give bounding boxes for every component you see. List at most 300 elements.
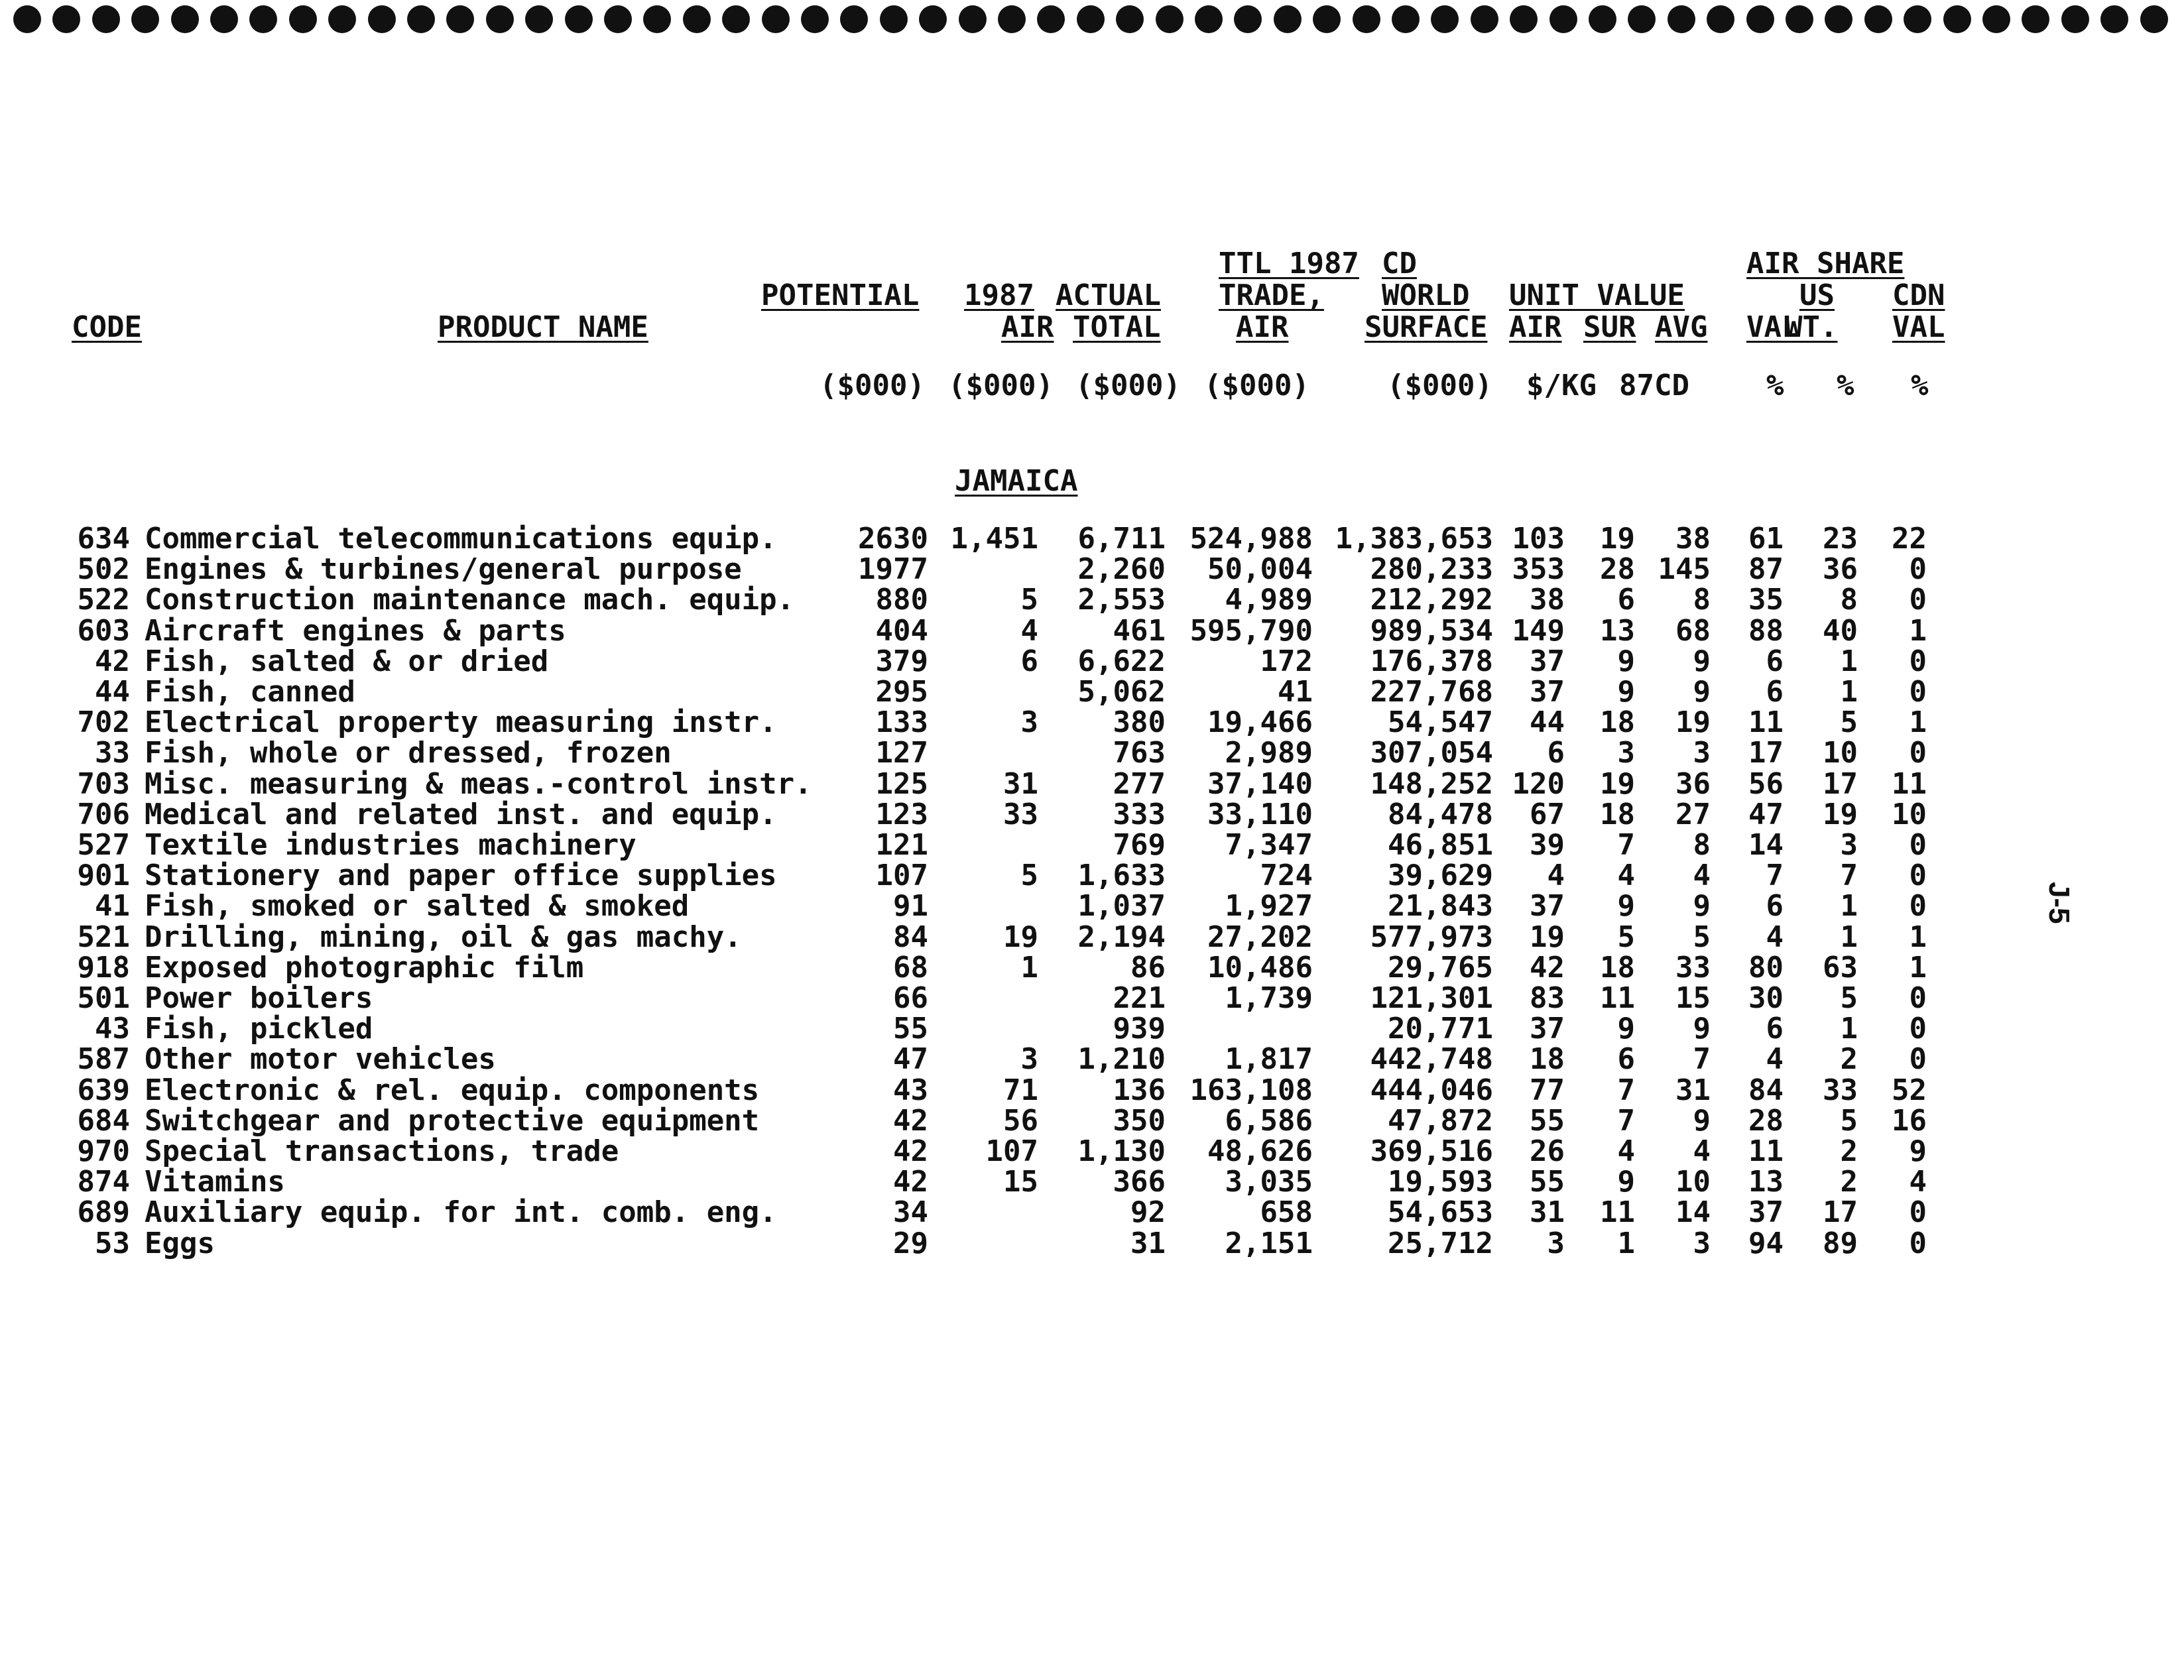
cell-code: 44 — [95, 675, 130, 709]
cell-total: 92 — [1130, 1195, 1166, 1230]
cell-name: Commercial telecommunications equip. — [145, 522, 777, 556]
table-row — [0, 1014, 2184, 1044]
cell-uv-avg: 9 — [1693, 889, 1711, 924]
cell-surface: 442,748 — [1370, 1042, 1493, 1077]
cell-name: Drilling, mining, oil & gas machy. — [145, 920, 742, 954]
cell-potential: 43 — [893, 1073, 928, 1107]
feed-hole — [2061, 5, 2089, 33]
feed-hole — [249, 5, 277, 33]
feed-hole — [1392, 5, 1420, 33]
cell-surface: 989,534 — [1370, 613, 1493, 648]
table-row — [0, 554, 2184, 585]
cell-uv-air: 149 — [1512, 613, 1565, 648]
cell-potential: 91 — [893, 889, 928, 924]
cell-name: Construction maintenance mach. equip. — [145, 583, 795, 617]
table-row — [0, 1226, 2184, 1260]
cell-trade-air: 41 — [1278, 675, 1313, 709]
unit-87cd: 87CD — [1619, 369, 1689, 402]
cell-potential: 123 — [875, 797, 928, 831]
feed-hole — [1471, 5, 1498, 33]
header-ttl-1987: TTL 1987 — [1219, 247, 1359, 280]
cell-trade-air: 48,626 — [1207, 1134, 1313, 1168]
feed-hole — [919, 5, 947, 33]
cell-uv-air: 37 — [1530, 675, 1565, 709]
cell-val: 11 — [1748, 705, 1784, 740]
cell-surface: 39,629 — [1388, 859, 1493, 893]
cell-total: 136 — [1113, 1073, 1166, 1107]
cell-trade-air: 4,989 — [1225, 583, 1313, 617]
feed-hole — [1628, 5, 1656, 33]
cell-uv-sur: 7 — [1617, 828, 1635, 862]
cell-val: 6 — [1766, 1012, 1784, 1046]
cell-total: 350 — [1113, 1103, 1166, 1138]
cell-uv-avg: 9 — [1693, 675, 1711, 709]
cell-wt: 40 — [1823, 613, 1858, 648]
feed-hole — [1904, 5, 1931, 33]
cell-potential: 34 — [893, 1195, 928, 1230]
cell-wt: 8 — [1840, 583, 1858, 617]
cell-name: Fish, smoked or salted & smoked — [145, 889, 690, 924]
cell-code: 33 — [95, 736, 130, 770]
header-trade: TRADE, — [1219, 278, 1324, 312]
cell-val: 6 — [1766, 889, 1784, 924]
cell-cdn: 11 — [1892, 766, 1927, 801]
table-row — [0, 797, 2184, 831]
cell-wt: 33 — [1823, 1073, 1858, 1107]
tractor-feed-holes — [0, 5, 2184, 41]
cell-uv-avg: 8 — [1693, 828, 1711, 862]
header-actual: ACTUAL — [1056, 278, 1161, 312]
cell-potential: 29 — [893, 1226, 928, 1260]
cell-uv-air: 31 — [1530, 1195, 1565, 1230]
header-product-name: PRODUCT NAME — [438, 310, 648, 344]
header-surface: SURFACE — [1365, 310, 1488, 344]
cell-uv-air: 55 — [1530, 1165, 1565, 1199]
cell-code: 689 — [77, 1195, 130, 1230]
cell-uv-sur: 3 — [1617, 736, 1635, 770]
cell-air: 107 — [985, 1134, 1038, 1168]
header-trade-air: AIR — [1236, 310, 1289, 344]
cell-code: 703 — [77, 766, 130, 801]
cell-potential: 47 — [893, 1042, 928, 1077]
cell-total: 366 — [1113, 1165, 1166, 1199]
cell-cdn: 4 — [1909, 1165, 1927, 1199]
cell-air: 15 — [1003, 1165, 1038, 1199]
cell-val: 56 — [1748, 766, 1784, 801]
unit-share-wt: % — [1837, 369, 1854, 402]
cell-wt: 1 — [1840, 889, 1858, 924]
cell-uv-air: 4 — [1547, 859, 1565, 893]
cell-trade-air: 724 — [1260, 859, 1313, 893]
feed-hole — [1549, 5, 1577, 33]
cell-name: Aircraft engines & parts — [145, 613, 566, 648]
cell-code: 522 — [77, 583, 130, 617]
unit-total: ($000) — [1075, 369, 1181, 402]
cell-surface: 577,973 — [1370, 920, 1493, 954]
cell-name: Fish, canned — [145, 675, 355, 709]
unit-share-cdn: % — [1911, 369, 1929, 402]
cell-air: 5 — [1020, 859, 1038, 893]
cell-surface: 307,054 — [1370, 736, 1493, 770]
header-uv-sur: SUR — [1583, 310, 1636, 344]
cell-uv-avg: 3 — [1693, 1226, 1711, 1260]
cell-wt: 23 — [1823, 522, 1858, 556]
cell-name: Vitamins — [145, 1165, 285, 1199]
cell-trade-air: 2,989 — [1225, 736, 1313, 770]
cell-val: 30 — [1748, 981, 1784, 1015]
cell-name: Misc. measuring & meas.-control instr. — [145, 766, 812, 801]
cell-surface: 21,843 — [1388, 889, 1493, 924]
cell-val: 84 — [1748, 1073, 1784, 1107]
cell-uv-avg: 10 — [1675, 1165, 1711, 1199]
feed-hole — [52, 5, 80, 33]
cell-uv-air: 37 — [1530, 644, 1565, 678]
cell-val: 61 — [1748, 522, 1784, 556]
cell-code: 702 — [77, 705, 130, 740]
cell-val: 4 — [1766, 1042, 1784, 1077]
table-row — [0, 922, 2184, 953]
feed-hole — [801, 5, 829, 33]
cell-total: 2,553 — [1077, 583, 1166, 617]
unit-share-val: % — [1766, 369, 1784, 402]
cell-uv-sur: 28 — [1600, 552, 1635, 587]
cell-uv-air: 67 — [1530, 797, 1565, 831]
cell-cdn: 22 — [1892, 522, 1927, 556]
cell-uv-air: 83 — [1530, 981, 1565, 1015]
cell-surface: 54,547 — [1388, 705, 1493, 740]
table-row — [0, 646, 2184, 677]
cell-potential: 1977 — [858, 552, 928, 587]
table-row — [0, 524, 2184, 554]
feed-hole — [171, 5, 199, 33]
cell-trade-air: 1,927 — [1225, 889, 1313, 924]
cell-code: 874 — [77, 1165, 130, 1199]
cell-total: 6,622 — [1077, 644, 1166, 678]
cell-uv-sur: 18 — [1600, 797, 1635, 831]
cell-uv-avg: 19 — [1675, 705, 1711, 740]
cell-wt: 1 — [1840, 644, 1858, 678]
feed-hole — [604, 5, 632, 33]
header-share-val: VAL — [1746, 310, 1799, 344]
cell-surface: 444,046 — [1370, 1073, 1493, 1107]
cell-air: 4 — [1020, 613, 1038, 648]
cell-name: Fish, salted & or dried — [145, 644, 549, 678]
cell-cdn: 0 — [1909, 583, 1927, 617]
feed-hole — [840, 5, 868, 33]
cell-trade-air: 2,151 — [1225, 1226, 1313, 1260]
header-uv-avg: AVG — [1655, 310, 1708, 344]
header-cd: CD — [1382, 247, 1417, 280]
feed-hole — [2140, 5, 2168, 33]
cell-potential: 133 — [875, 705, 928, 740]
table-row — [0, 950, 2184, 985]
cell-trade-air: 19,466 — [1207, 705, 1313, 740]
header-share-us: US — [1799, 278, 1835, 312]
cell-val: 88 — [1748, 613, 1784, 648]
cell-air: 56 — [1003, 1103, 1038, 1138]
feed-hole — [683, 5, 711, 33]
cell-surface: 47,872 — [1388, 1103, 1493, 1138]
cell-name: Electrical property measuring instr. — [145, 705, 777, 740]
cell-uv-sur: 7 — [1617, 1073, 1635, 1107]
feed-hole — [407, 5, 435, 33]
cell-cdn: 0 — [1909, 828, 1927, 862]
cell-val: 94 — [1748, 1226, 1784, 1260]
cell-total: 2,194 — [1077, 920, 1166, 954]
cell-cdn: 0 — [1909, 981, 1927, 1015]
table-row — [0, 983, 2184, 1014]
feed-hole — [1116, 5, 1144, 33]
cell-wt: 1 — [1840, 1012, 1858, 1046]
feed-hole — [1668, 5, 1695, 33]
cell-surface: 19,593 — [1388, 1165, 1493, 1199]
cell-uv-air: 44 — [1530, 705, 1565, 740]
feed-hole — [1077, 5, 1105, 33]
cell-code: 521 — [77, 920, 130, 954]
cell-trade-air: 6,586 — [1225, 1103, 1313, 1138]
cell-total: 1,210 — [1077, 1042, 1166, 1077]
cell-val: 17 — [1748, 736, 1784, 770]
cell-wt: 63 — [1823, 950, 1858, 985]
cell-trade-air: 163,108 — [1189, 1073, 1313, 1107]
cell-val: 7 — [1766, 859, 1784, 893]
cell-surface: 280,233 — [1370, 552, 1493, 587]
cell-uv-sur: 11 — [1600, 1195, 1635, 1230]
cell-cdn: 1 — [1909, 705, 1927, 740]
cell-cdn: 0 — [1909, 1226, 1927, 1260]
header-total: TOTAL — [1073, 310, 1161, 344]
cell-name: Electronic & rel. equip. components — [145, 1073, 760, 1107]
cell-potential: 42 — [893, 1134, 928, 1168]
cell-uv-avg: 145 — [1658, 552, 1711, 587]
cell-trade-air: 595,790 — [1189, 613, 1313, 648]
table-row — [0, 613, 2184, 648]
cell-name: Fish, pickled — [145, 1012, 373, 1046]
cell-surface: 369,516 — [1370, 1134, 1493, 1168]
cell-name: Exposed photographic film — [145, 950, 584, 985]
cell-uv-avg: 36 — [1675, 766, 1711, 801]
unit-trade-air: ($000) — [1204, 369, 1309, 402]
cell-total: 380 — [1113, 705, 1166, 740]
cell-trade-air: 1,817 — [1225, 1042, 1313, 1077]
cell-potential: 127 — [875, 736, 928, 770]
cell-val: 28 — [1748, 1103, 1784, 1138]
cell-surface: 84,478 — [1388, 797, 1493, 831]
cell-uv-avg: 9 — [1693, 644, 1711, 678]
feed-hole — [2022, 5, 2049, 33]
header-potential: POTENTIAL — [761, 278, 920, 312]
cell-total: 461 — [1113, 613, 1166, 648]
cell-surface: 1,383,653 — [1335, 522, 1493, 556]
cell-uv-avg: 68 — [1675, 613, 1711, 648]
cell-uv-air: 26 — [1530, 1134, 1565, 1168]
cell-code: 42 — [95, 644, 130, 678]
feed-hole — [959, 5, 987, 33]
cell-cdn: 16 — [1892, 1103, 1927, 1138]
cell-air: 5 — [1020, 583, 1038, 617]
cell-uv-avg: 8 — [1693, 583, 1711, 617]
cell-code: 587 — [77, 1042, 130, 1077]
cell-uv-air: 120 — [1512, 766, 1565, 801]
cell-val: 35 — [1748, 583, 1784, 617]
cell-uv-sur: 19 — [1600, 522, 1635, 556]
table-row — [0, 830, 2184, 861]
feed-hole — [1510, 5, 1538, 33]
cell-wt: 2 — [1840, 1042, 1858, 1077]
cell-surface: 20,771 — [1388, 1012, 1493, 1046]
feed-hole — [1274, 5, 1302, 33]
feed-hole — [1707, 5, 1734, 33]
table-row — [0, 891, 2184, 922]
cell-uv-sur: 9 — [1617, 1012, 1635, 1046]
cell-air: 33 — [1003, 797, 1038, 831]
feed-hole — [1982, 5, 2010, 33]
cell-wt: 1 — [1840, 920, 1858, 954]
feed-hole — [13, 5, 41, 33]
cell-surface: 227,768 — [1370, 675, 1493, 709]
cell-code: 527 — [77, 828, 130, 862]
header-code: CODE — [72, 310, 142, 344]
page-number: J-5 — [2043, 882, 2075, 924]
cell-uv-sur: 5 — [1617, 920, 1635, 954]
cell-val: 13 — [1748, 1165, 1784, 1199]
feed-hole — [1825, 5, 1852, 33]
table-row — [0, 861, 2184, 891]
cell-cdn: 0 — [1909, 736, 1927, 770]
cell-code: 502 — [77, 552, 130, 587]
cell-wt: 2 — [1840, 1134, 1858, 1168]
feed-hole — [998, 5, 1026, 33]
cell-cdn: 0 — [1909, 644, 1927, 678]
cell-trade-air: 10,486 — [1207, 950, 1313, 985]
feed-hole — [722, 5, 750, 33]
feed-hole — [1313, 5, 1341, 33]
cell-trade-air: 50,004 — [1207, 552, 1313, 587]
cell-trade-air: 33,110 — [1207, 797, 1313, 831]
cell-air: 6 — [1020, 644, 1038, 678]
unit-uv: $/KG — [1526, 369, 1597, 402]
cell-uv-sur: 4 — [1617, 1134, 1635, 1168]
cell-val: 14 — [1748, 828, 1784, 862]
cell-potential: 2630 — [858, 522, 928, 556]
cell-total: 939 — [1113, 1012, 1166, 1046]
cell-surface: 176,378 — [1370, 644, 1493, 678]
cell-wt: 19 — [1823, 797, 1858, 831]
feed-hole — [1195, 5, 1223, 33]
cell-wt: 5 — [1840, 1103, 1858, 1138]
cell-uv-air: 3 — [1547, 1226, 1565, 1260]
cell-uv-sur: 11 — [1600, 981, 1635, 1015]
cell-val: 80 — [1748, 950, 1784, 985]
cell-val: 4 — [1766, 920, 1784, 954]
header-unit-value: UNIT VALUE — [1509, 278, 1685, 312]
feed-hole — [643, 5, 671, 33]
cell-uv-avg: 7 — [1693, 1042, 1711, 1077]
table-row — [0, 707, 2184, 738]
cell-surface: 54,653 — [1388, 1195, 1493, 1230]
cell-potential: 68 — [893, 950, 928, 985]
cell-name: Textile industries machinery — [145, 828, 637, 862]
cell-surface: 121,301 — [1370, 981, 1493, 1015]
cell-uv-avg: 4 — [1693, 1134, 1711, 1168]
feed-hole — [1353, 5, 1380, 33]
header-uv-air: AIR — [1509, 310, 1562, 344]
cell-wt: 89 — [1823, 1226, 1858, 1260]
cell-surface: 148,252 — [1370, 766, 1493, 801]
table-row — [0, 766, 2184, 801]
feed-hole — [565, 5, 593, 33]
cell-wt: 3 — [1840, 828, 1858, 862]
feed-hole — [1864, 5, 1892, 33]
cell-uv-sur: 9 — [1617, 644, 1635, 678]
cell-cdn: 1 — [1909, 613, 1927, 648]
cell-surface: 29,765 — [1388, 950, 1493, 985]
cell-wt: 36 — [1823, 552, 1858, 587]
cell-uv-air: 39 — [1530, 828, 1565, 862]
feed-hole — [92, 5, 120, 33]
cell-code: 706 — [77, 797, 130, 831]
cell-trade-air: 37,140 — [1207, 766, 1313, 801]
cell-uv-sur: 7 — [1617, 1103, 1635, 1138]
feed-hole — [2100, 5, 2128, 33]
cell-trade-air: 658 — [1260, 1195, 1313, 1230]
cell-uv-sur: 6 — [1617, 1042, 1635, 1077]
cell-cdn: 1 — [1909, 950, 1927, 985]
cell-uv-air: 55 — [1530, 1103, 1565, 1138]
table-row — [0, 1167, 2184, 1197]
feed-hole — [328, 5, 356, 33]
cell-cdn: 0 — [1909, 859, 1927, 893]
cell-total: 31 — [1130, 1226, 1166, 1260]
cell-name: Special transactions, trade — [145, 1134, 619, 1168]
unit-surface: ($000) — [1387, 369, 1492, 402]
cell-total: 1,130 — [1077, 1134, 1166, 1168]
cell-potential: 880 — [875, 583, 928, 617]
cell-uv-air: 42 — [1530, 950, 1565, 985]
header-share-cdn-val: VAL — [1892, 310, 1945, 344]
cell-uv-sur: 18 — [1600, 705, 1635, 740]
cell-uv-air: 19 — [1530, 920, 1565, 954]
cell-name: Eggs — [145, 1226, 215, 1260]
cell-code: 53 — [95, 1226, 130, 1260]
cell-trade-air: 524,988 — [1189, 522, 1313, 556]
cell-code: 41 — [95, 889, 130, 924]
cell-uv-avg: 5 — [1693, 920, 1711, 954]
cell-surface: 46,851 — [1388, 828, 1493, 862]
cell-uv-sur: 9 — [1617, 1165, 1635, 1199]
cell-total: 333 — [1113, 797, 1166, 831]
cell-uv-avg: 27 — [1675, 797, 1711, 831]
cell-wt: 10 — [1823, 736, 1858, 770]
cell-potential: 42 — [893, 1103, 928, 1138]
feed-hole — [762, 5, 790, 33]
cell-cdn: 1 — [1909, 920, 1927, 954]
cell-potential: 42 — [893, 1165, 928, 1199]
cell-air: 71 — [1003, 1073, 1038, 1107]
feed-hole — [1156, 5, 1183, 33]
cell-total: 6,711 — [1077, 522, 1166, 556]
table-row — [0, 1197, 2184, 1228]
cell-wt: 5 — [1840, 705, 1858, 740]
cell-uv-sur: 19 — [1600, 766, 1635, 801]
cell-uv-air: 38 — [1530, 583, 1565, 617]
header-air-share: AIR SHARE — [1746, 247, 1905, 280]
feed-hole — [1943, 5, 1971, 33]
cell-potential: 125 — [875, 766, 928, 801]
cell-uv-air: 6 — [1547, 736, 1565, 770]
cell-name: Power boilers — [145, 981, 373, 1015]
cell-uv-air: 37 — [1530, 1012, 1565, 1046]
